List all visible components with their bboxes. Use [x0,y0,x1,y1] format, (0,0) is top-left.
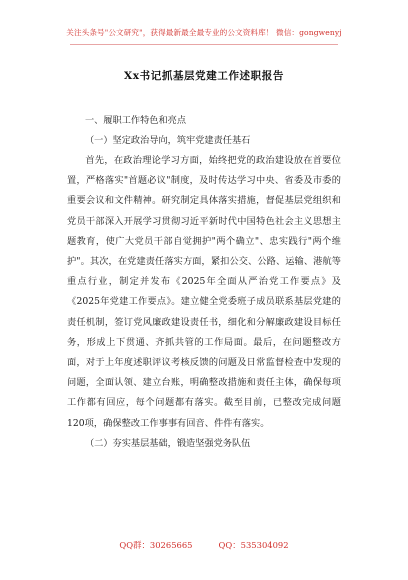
qq-group-number: 30265665 [149,540,193,550]
header-divider [70,44,338,45]
subsection-2-heading: （二）夯实基层基础，锻造坚强党务队伍 [85,437,251,449]
qq-group-label: QQ群： [119,540,150,550]
footer-contact [0,539,408,551]
subsection-1-heading: （一）坚定政治导向，筑牢党建责任基石 [85,135,251,146]
qq-label: QQ： [218,540,241,550]
document-body [67,111,341,454]
section-1-heading: 一、履职工作特色和亮点 [85,115,187,126]
document-title: Xx书记抓基层党建工作述职报告 [124,70,284,82]
paragraph-1 [67,151,341,434]
paragraph-1-text: 首先，在政治理论学习方面，始终把党的政治建设放在首要位置，严格落实"首题必议"制度，及时传达学习中央、省委及市委的重要会议和文件精神。研究制定具体落实措施，督促基层党组织和党员干部深入开展学习贯彻习近平新时代中国特色社会主义思想主题教育，使广大党员干部自觉拥护"两个确立"、忠实践行"两个维护"。其次，在党建责任落实方面，紧扣公交、公路、运输、港航等重点行业，制定并发布《2025年全面从严治党工作要点》及《2025年党建工作要点》。建立健全党委班子成员联系基层党建的责任机制，签订党风廉政建设责任书，细化和分解廉政建设目标任务，形成上下贯通、齐抓共管的工作局面。最后，在问题整改方面，对于上年度述职评议考核反馈的问题及日常监督检查中发现的问题，全面认领、建立台账，明确整改措施和责任主体，确保每项工作都有回应，每个问题都有落实。截至目前，已整改完成问题120项，确保整改工作事事有回音、件件有落实。 [67,155,341,429]
header-banner: 关注头条号"公文研究"，获得最新最全最专业的公文资料库！ 微信：gongwenyj [66,28,342,37]
qq-number: 535304092 [240,540,289,550]
